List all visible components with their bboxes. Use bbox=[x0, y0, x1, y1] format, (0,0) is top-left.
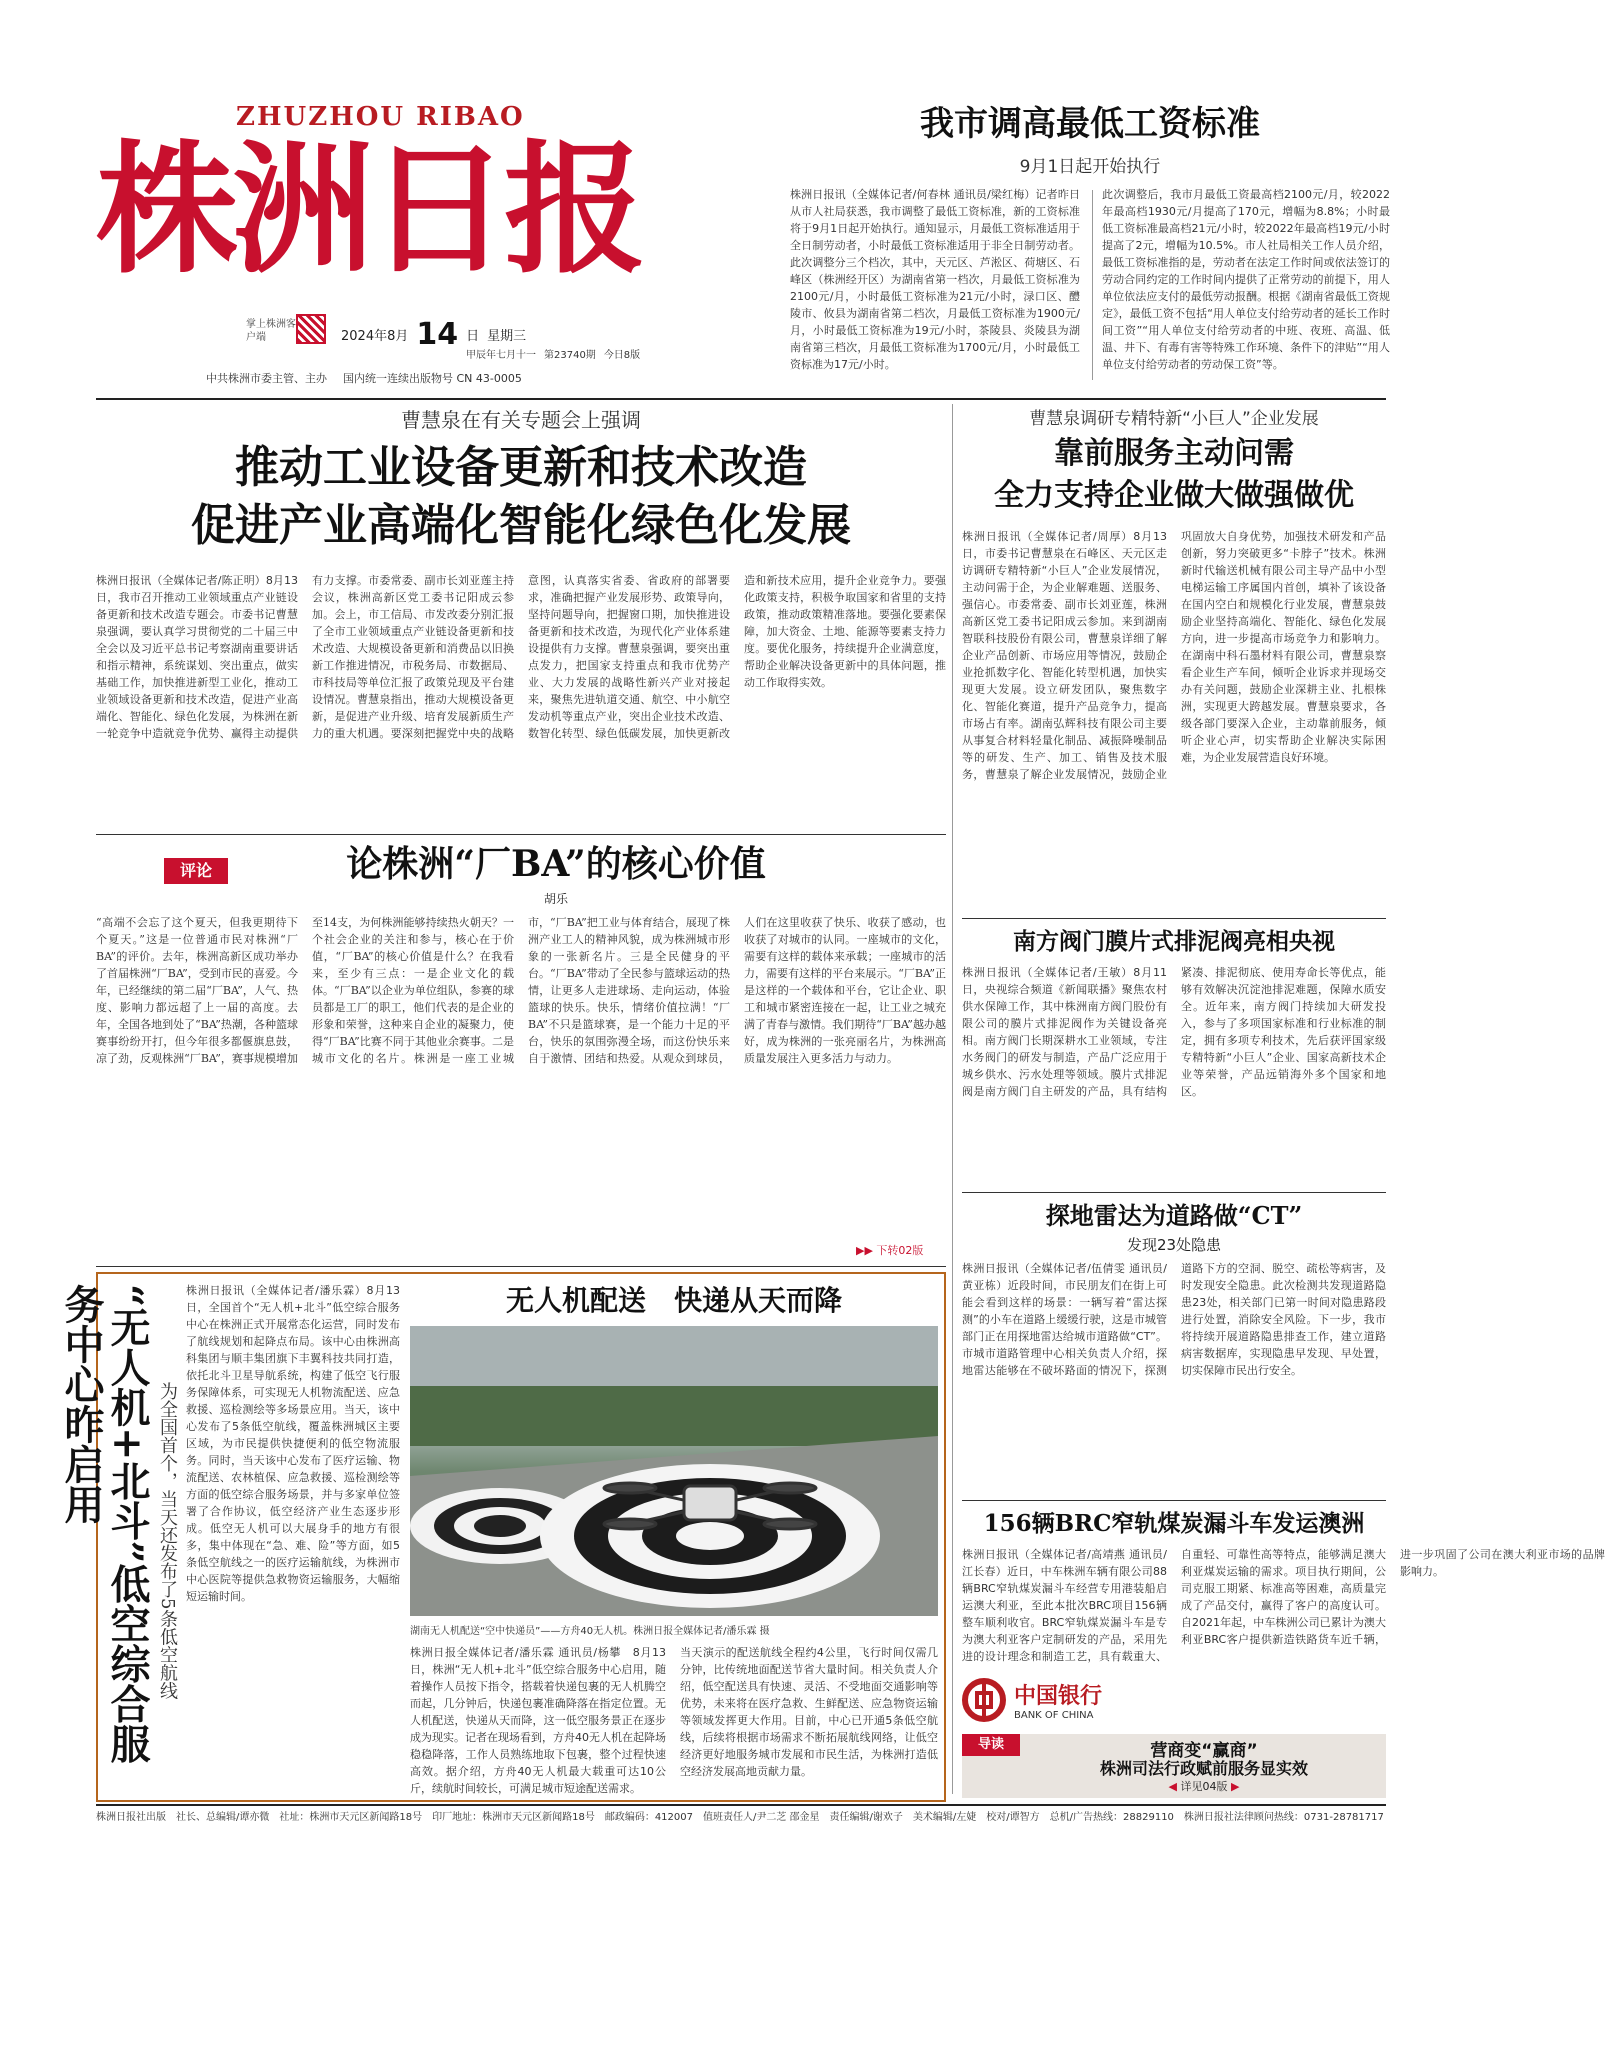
bank-name: 中国银行 bbox=[1014, 1683, 1103, 1709]
rule-radar bbox=[962, 1192, 1386, 1193]
lead-story bbox=[96, 404, 946, 830]
editorial bbox=[96, 840, 946, 1260]
guide-title-line2: 株洲司法行政赋前服务显实效 bbox=[1099, 1759, 1308, 1778]
radar-story bbox=[962, 1192, 1386, 1496]
drone-vertical-title: “无人机+北斗”低空综合服务中心昨启用 bbox=[58, 1284, 151, 1764]
guide-link[interactable] bbox=[1022, 1778, 1386, 1794]
rail-title: 156辆BRC窄轨煤炭漏斗车发运澳洲 bbox=[983, 1510, 1365, 1537]
wage-body-left: 株洲日报讯（全媒体记者/何春林 通讯员/梁红梅）记者昨日从市人社局获悉，我市调整了最低工资标准，新的工资标准将于9月1日起开始执行。通知显示，月最低工资标准适用于全日制劳动者，小时最低工资标准适用于非全日制劳动者。此次调整分三个档次，其中，天元区、芦淞区、荷塘区、石峰区（株洲经开区）为湖南省第一档次，月最低工资标准为2100元/月，小时最低工资标准为21元/小时，渌口区、醴陵市、攸县为湖南省第二档次，月最低工资标准为1900元/月，小时最低工资标准为19元/小时，茶陵县、炎陵县为湖南省第三档次，月最低工资标准为1700元/月，小时最低工资标准为17元/小时。 bbox=[790, 188, 1080, 371]
rule-masthead bbox=[96, 398, 1386, 400]
issue-line bbox=[466, 346, 640, 361]
editorial-continued[interactable] bbox=[856, 1242, 923, 1258]
lead-title-line2: 促进产业高端化智能化绿色化发展 bbox=[191, 500, 851, 551]
lead-kicker: 曹慧泉在有关专题会上强调 bbox=[401, 408, 641, 432]
col-divider-1 bbox=[952, 404, 953, 1794]
masthead-pinyin: ZHUZHOU RIBAO bbox=[236, 102, 525, 132]
footer: 株洲日报社出版 社长、总编辑/谭亦微 社址：株洲市天元区新闻路18号 印厂地址：株洲市天元区新闻路18号 邮政编码：412007 值班责任人/尹二芝 邵金星 责任编辑/谢欢子 美术编辑/左婕 校对/谭智方 总机/广告热线：28829110 株洲日报社法律顾问热线：0731-28781717 bbox=[96, 1812, 1384, 1823]
guide-tag: 导读 bbox=[962, 1734, 1020, 1756]
rail-story bbox=[962, 1500, 1605, 1730]
weekday: 星期三 bbox=[487, 328, 527, 344]
bank-text bbox=[1014, 1679, 1102, 1721]
right-kicker: 曹慧泉调研专精特新“小巨人”企业发展 bbox=[1029, 409, 1319, 429]
guide-title-line1: 营商变“赢商” bbox=[1150, 1741, 1258, 1761]
date-day: 14 bbox=[416, 316, 459, 352]
publisher: 中共株洲市委主管、主办 bbox=[206, 372, 327, 385]
rule-rail bbox=[962, 1500, 1386, 1501]
top-story bbox=[790, 102, 1390, 392]
right-title-line1: 靠前服务主动问需 bbox=[1054, 436, 1294, 471]
drone-vertical-subtitle: 为全国首个，当天还发布了5条低空航线 bbox=[157, 1382, 178, 1700]
date-prefix: 2024年8月 bbox=[341, 328, 409, 344]
drone-body-left: 株洲日报讯（全媒体记者/潘乐霖）8月13日，全国首个“无人机+北斗”低空综合服务中心在株洲正式开展常态化运营，同时发布了航线规划和起降点布局。该中心由株洲高科集团与顺丰集团旗下丰翼科技共同打造，依托北斗卫星导航系统，构建了低空飞行服务保障体系，可实现无人机物流配送、应急救援、巡检测绘等多场景应用。当天，该中心发布了5条低空航线，覆盖株洲城区主要区域，为市民提供快捷便利的低空物流服务。同时，当天该中心发布了医疗运输、物流配送、农林植保、应急救援、巡检测绘等方面的低空综合服务场景，并与多家单位签署了合作协议，低空经济产业生态逐步形成。低空无人机可以大展身手的地方有很多，集中体现在“急、难、险”等方面，如5条低空航线之一的医疗运输航线，为株洲市中心医院等提供急救物资运输服务，大幅缩短运输时间。 bbox=[186, 1284, 400, 1603]
publisher-line bbox=[206, 370, 522, 386]
rule-lead bbox=[96, 834, 946, 835]
qr-label: 掌上株洲客户端 bbox=[246, 319, 296, 343]
valve-body: 株洲日报讯（全媒体记者/王敏）8月11日，央视综合频道《新闻联播》聚焦农村供水保障工作，其中株洲南方阀门股份有限公司的膜片式排泥阀作为关键设备亮相。南方阀门长期深耕水工业领域，专注水务阀门的研发与制造，产品广泛应用于城乡供水、污水处理等领域。膜片式排泥阀是南方阀门自主研发的产品，具有结构紧凑、排泥彻底、使用寿命长等优点，能够有效解决沉淀池排泥难题，保障水质安全。近年来，南方阀门持续加大研发投入，参与了多项国家标准和行业标准的制定，拥有多项专利技术，先后获评国家级专精特新“小巨人”企业、国家高新技术企业等荣誉，产品远销海外多个国家和地区。 bbox=[962, 966, 1386, 1098]
rule-valve bbox=[962, 918, 1386, 919]
editorial-body: “高端不会忘了这个夏天，但我更期待下个夏天。”这是一位普通市民对株洲“厂BA”的评价。去年，株洲高新区成功举办了首届株洲“厂BA”，受到市民的喜爱。今年，已经继续的第二届“厂BA”，人气、热度、影响力都远超了上一届的高度。去年，全国各地到处了“BA”热潮，各种篮球赛事纷纷开打，但今年很多都偃旗息鼓，凉了劲，反观株洲“厂BA”，赛事规模增加至14支，为何株洲能够持续热火朝天？一个社会企业的关注和参与，核心在于价值，“厂BA”的核心价值是什么？在我看来，至少有三点：一是企业文化的载体。“厂BA”以企业为单位组队，参赛的球员都是工厂的职工，他们代表的是企业的形象和荣誉，这种来自企业的凝聚力，使得“厂BA”比赛不同于其他业余赛事。二是城市文化的名片。株洲是一座工业城市，“厂BA”把工业与体育结合，展现了株洲产业工人的精神风貌，成为株洲城市形象的一张新名片。三是全民健身的平台。“厂BA”带动了全民参与篮球运动的热情，让更多人走进球场、走向运动，体验篮球的快乐。快乐，情绪价值拉满！“厂BA”不只是篮球赛，是一个能力十足的平台，快乐的氛围弥漫全场，而这份快乐来自于激情、团结和热爱。从观众到球员，人们在这里收获了快乐、收获了感动，也收获了对城市的认同。一座城市的文化，需要有这样的载体来承载；一座城市的活力，需要有这样的平台来展示。“厂BA”正是这样的一个载体和平台，它让企业、职工和城市紧密连接在一起，让工业之城充满了青春与激情。我们期待“厂BA”越办越好，成为株洲的一张亮丽名片，为株洲高质量发展注入更多活力与动力。 bbox=[96, 916, 946, 1065]
drone-photo-title: 无人机配送 快递从天而降 bbox=[505, 1284, 842, 1317]
editorial-author: 胡乐 bbox=[543, 892, 568, 906]
continued-arrow-icon: ▶▶ bbox=[856, 1244, 873, 1257]
rule-footer bbox=[96, 1804, 1386, 1806]
right-title-line2: 全力支持企业做大做强做优 bbox=[994, 478, 1354, 513]
rule-editorial bbox=[96, 1266, 946, 1267]
wage-title: 我市调高最低工资标准 bbox=[920, 104, 1260, 144]
right-body: 株洲日报讯（全媒体记者/周厚）8月13日，市委书记曹慧泉在石峰区、天元区走访调研专精特新“小巨人”企业发展情况，主动问需于企，为企业解难题、送服务、强信心。市委常委、副市长刘亚莲，株洲高新区党工委书记阳成云参加。来到湖南智联科技股份有限公司，曹慧泉详细了解企业产品创新、市场应用等情况，鼓励企业抢抓数字化、智能化转型机遇，加快实现更大发展。设立研发团队，聚焦数字化、智能化赛道，提升产品竞争力，提高市场占有率。湖南弘辉科技有限公司主要从事复合材料轻量化制品、减振降噪制品等的研发、生产、加工、销售及技术服务，曹慧泉了解企业发展情况，鼓励企业巩固放大自身优势，加强技术研发和产品创新，努力突破更多“卡脖子”技术。株洲新时代输送机械有限公司主导产品中小型电梯运输工序属国内首创，填补了该设备在国内空白和规模化行业发展，曹慧泉鼓励企业坚持高端化、智能化、绿色化发展方向，进一步提高市场竞争力和影响力。在湖南中科石墨材料有限公司，曹慧泉察看企业生产车间，倾听企业诉求并现场交办有关问题，鼓励企业深耕主业、扎根株洲，实现更大跨越发展。曹慧泉要求，各级各部门要深入企业，主动靠前服务，倾听企业心声，切实帮助企业解决实际困难，为企业发展营造良好环境。 bbox=[962, 530, 1386, 781]
photo-trees bbox=[410, 1386, 938, 1446]
bank-name-en: BANK OF CHINA bbox=[1014, 1710, 1094, 1721]
drone-body-right: 当天演示的配送航线全程约4公里，飞行时间仅需几分钟，比传统地面配送节省大量时间。相关负责人介绍，低空配送具有快速、灵活、不受地面交通影响等优势，未来将在医疗急救、生鲜配送、应急物资运输等领域发挥更大作用。目前，中心已开通5条低空航线，后续将根据市场需求不断拓展航线网络，让低空经济更好地服务城市发展和市民生活，为株洲打造低空经济发展高地贡献力量。 bbox=[680, 1646, 938, 1778]
guide-arrow-right-icon: ▶ bbox=[1231, 1780, 1240, 1793]
bank-logo-icon bbox=[962, 1678, 1006, 1722]
wage-body-right: 此次调整后，我市月最低工资最高档2100元/月，较2022年最高档1930元/月提高了170元，增幅为8.8%；小时最低工资标准最高档21元/小时，较2022年最高档19元/小时提高了2元，增幅为10.5%。市人社局相关工作人员介绍，最低工资标准指的是，劳动者在法定工作时间或依法签订的劳动合同约定的工作时间内提供了正常劳动的前提下，用人单位依法应支付的最低劳动报酬。根据《湖南省最低工资规定》，最低工资不包括“用人单位支付给劳动者的延长工作时间工资”“用人单位支付给劳动者的中班、夜班、高温、低温、井下、有毒有害等特殊工作环境、条件下的津贴”“用人单位支付给劳动者的劳动保工资”等。 bbox=[1102, 188, 1390, 371]
rail-body: 株洲日报讯（全媒体记者/高靖燕 通讯员/江长春）近日，中车株洲车辆有限公司88辆BRC窄轨煤炭漏斗车经营专用港装船启运澳大利亚，至此本批次BRC项目156辆整车顺利收官。BRC窄轨煤炭漏斗车是专为澳大利亚客户定制研发的产品，采用先进的设计理念和制造工艺，具有载重大、自重轻、可靠性高等特点，能够满足澳大利亚煤炭运输的需求。项目执行期间，公司克服工期紧、标准高等困难，高质量完成了产品交付，赢得了客户的高度认可。自2021年起，中车株洲公司已累计为澳大利亚BRC客户提供新造铁路货车近千辆，进一步巩固了公司在澳大利亚市场的品牌影响力。 bbox=[962, 1548, 1605, 1663]
bank-ad[interactable] bbox=[962, 1674, 1172, 1726]
right-story bbox=[962, 404, 1386, 914]
masthead bbox=[96, 96, 786, 396]
drone-photo-caption: 湖南无人机配送“空中快递员”——方舟40无人机。株洲日报全媒体记者/潘乐霖 摄 bbox=[410, 1626, 770, 1637]
editorial-tag: 评论 bbox=[164, 858, 228, 884]
lunar-date: 甲辰年七月十一 bbox=[466, 350, 536, 361]
qr-code[interactable] bbox=[296, 314, 326, 344]
date-suffix: 日 bbox=[466, 328, 480, 344]
guide-link-label: 详见04版 bbox=[1180, 1780, 1228, 1793]
lead-title-line1: 推动工业设备更新和技术改造 bbox=[235, 442, 807, 493]
guide-arrow-left-icon: ◀ bbox=[1168, 1780, 1177, 1793]
page-count: 今日8版 bbox=[603, 350, 641, 361]
drone-box bbox=[58, 1272, 946, 1802]
valve-story bbox=[962, 918, 1386, 1188]
drone-photo-svg bbox=[410, 1326, 938, 1616]
valve-title: 南方阀门膜片式排泥阀亮相央视 bbox=[1013, 928, 1335, 955]
masthead-title: 株洲日报 bbox=[96, 127, 640, 293]
guide-box[interactable] bbox=[962, 1734, 1386, 1798]
radar-title: 探地雷达为道路做“CT” bbox=[1045, 1201, 1303, 1230]
drone-photo bbox=[410, 1326, 938, 1616]
radar-subtitle: 发现23处隐患 bbox=[1126, 1236, 1222, 1254]
editorial-title: 论株洲“厂BA”的核心价值 bbox=[346, 843, 766, 885]
photo-building bbox=[410, 1326, 938, 1396]
continued-label: 下转02版 bbox=[876, 1244, 924, 1257]
drone-body-mid: 株洲日报全媒体记者/潘乐霖 通讯员/杨攀 8月13日，株洲“无人机+北斗”低空综合服务中心启用，随着操作人员按下指令，搭载着快递包裹的无人机腾空而起，几分钟后，快递包裹准确降落在指定位置。无人机配送，快递从天而降，这一低空服务景正在逐步成为现实。记者在现场看到，方舟40无人机在起降场稳稳降落，工作人员熟练地取下包裹，整个过程快速高效。据介绍，方舟40无人机最大载重可达10公斤，续航时间较长，可满足城市短途配送需求。 bbox=[410, 1646, 666, 1795]
cn-number: 国内统一连续出版物号 CN 43-0005 bbox=[343, 372, 522, 385]
wage-subtitle: 9月1日起开始执行 bbox=[1019, 157, 1161, 177]
radar-body: 株洲日报讯（全媒体记者/伍倩雯 通讯员/黄亚栋）近段时间，市民朋友们在街上可能会看到这样的场景：一辆写着“雷达探测”的小车在道路上缓缓行驶，这是市城管部门正在用探地雷达给城市道路做“CT”。市城市道路管理中心相关负责人介绍，探地雷达能够在不破坏路面的情况下，探测道路下方的空洞、脱空、疏松等病害，及时发现安全隐患。此次检测共发现道路隐患23处，相关部门已第一时间对隐患路段进行处置，消除安全风险。下一步，我市将持续开展道路隐患排查工作，建立道路病害数据库，实现隐患早发现、早处置，切实保障市民出行安全。 bbox=[962, 1262, 1386, 1377]
issue-number: 第23740期 bbox=[544, 350, 596, 361]
lead-body: 株洲日报讯（全媒体记者/陈正明）8月13日，我市召开推动工业领域重点产业链设备更新和技术改造专题会。市委书记曹慧泉强调，要认真学习贯彻党的二十届三中全会以及习近平总书记考察湖南重要讲话和指示精神，系统谋划、突出重点，做实基础工作，加快推进新型工业化，推动工业领域设备更新和技术改造，促进产业高端化、智能化、绿色化发展，为株洲在新一轮竞争中造就竞争优势、赢得主动提供有力支撑。市委常委、副市长刘亚莲主持会议，株洲高新区党工委书记阳成云参加。会上，市工信局、市发改委分别汇报了全市工业领域重点产业链设备更新和技术改造、大规模设备更新和消费品以旧换新工作推进情况，市税务局、市数据局、市科技局等单位汇报了政策兑现及平台建设情况。曹慧泉指出，推动大规模设备更新，是促进产业升级、培育发展新质生产力的重大机遇。要深刻把握党中央的战略意图，认真落实省委、省政府的部署要求，准确把握产业发展形势、政策导向，坚持问题导向，把握窗口期，加快推进设备更新和技术改造，为现代化产业体系建设提供有力支撑。曹慧泉强调，要突出重点发力，把国家支持重点和我市优势产业、大力发展的战略性新兴产业对接起来，聚焦先进轨道交通、航空、中小航空发动机等重点产业，突出企业技术改造、数智化转型、绿色低碳发展，加快更新改造和新技术应用，提升企业竞争力。要强化政策支持，积极争取国家和省里的支持政策，推动政策精准落地。要强化要素保障，加大资金、土地、能源等要素支持力度。要优化服务，持续提升企业满意度，帮助企业解决设备更新中的具体问题，推动工作取得实效。 bbox=[96, 574, 946, 740]
wage-divider bbox=[1092, 190, 1093, 380]
